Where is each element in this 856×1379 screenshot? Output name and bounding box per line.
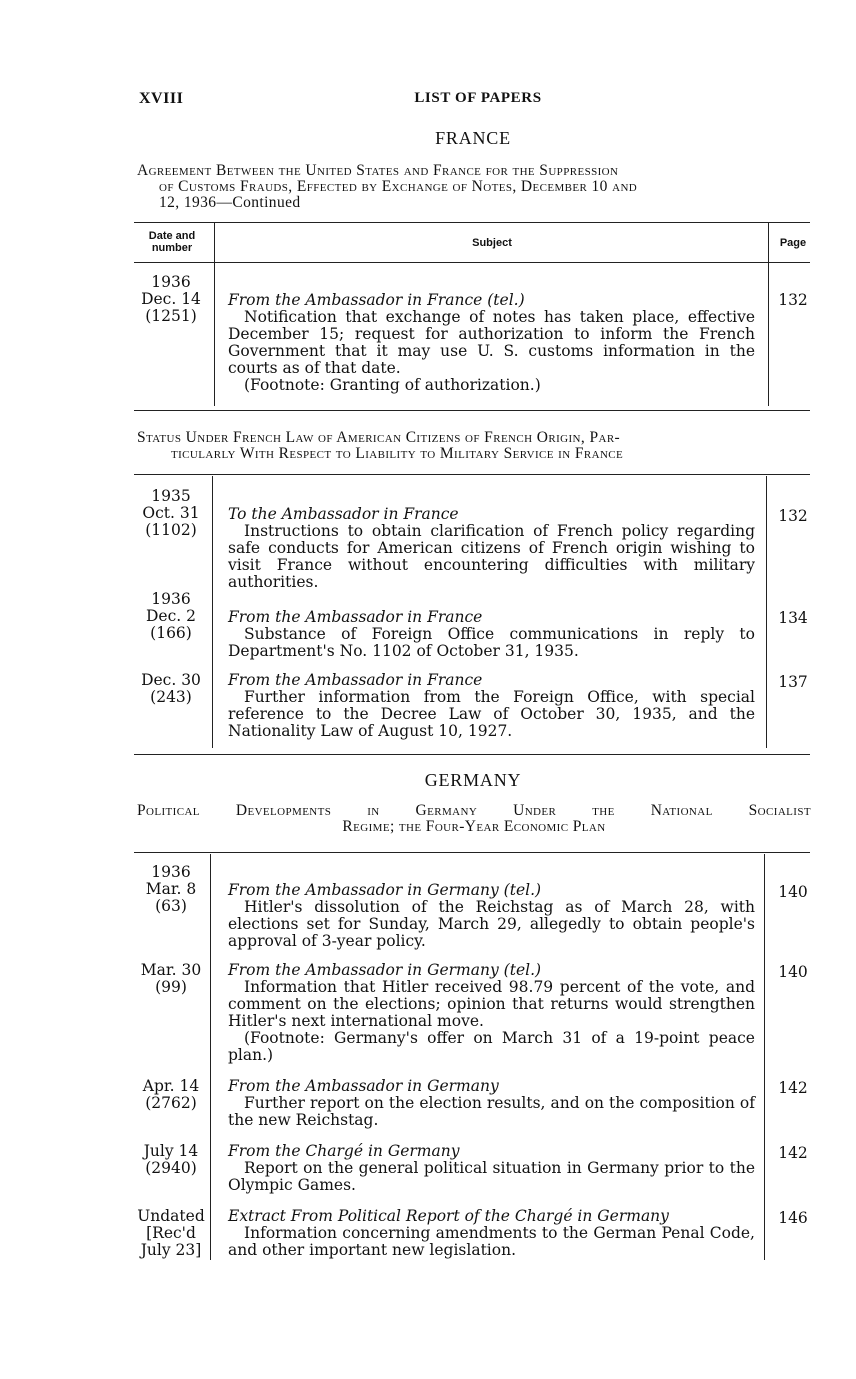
date-number: (243) xyxy=(150,688,192,706)
entry-date xyxy=(134,1078,208,1112)
date-number: (1251) xyxy=(145,307,197,325)
date-day: Dec. 2 xyxy=(146,607,196,625)
entry-subject xyxy=(228,292,755,394)
entry-from: From the Ambassador in France (tel.) xyxy=(228,291,525,309)
entry-page: 140 xyxy=(778,883,808,901)
date-number: [Rec'd xyxy=(146,1224,196,1242)
date-year: 1936 xyxy=(151,590,191,608)
entry-body: Information that Hitler received 98.79 percent of the vote, and comment on the elections; opinion that returns would strengthen Hitler's next international move. xyxy=(228,978,755,1030)
column-divider xyxy=(214,222,215,406)
date-year: 1936 xyxy=(151,273,191,291)
entry-date xyxy=(134,672,208,706)
entry-subject xyxy=(228,506,755,591)
entry-from: From the Ambassador in Germany (tel.) xyxy=(228,961,542,979)
entry-subject xyxy=(228,1208,755,1259)
table-rule-header xyxy=(134,262,810,263)
entry-footnote: (Footnote: Germany's offer on March 31 of a 19-point peace plan.) xyxy=(228,1029,755,1064)
table-rule-top xyxy=(134,852,810,853)
column-divider xyxy=(768,222,769,406)
topic-line: Regime; the Four-Year Economic Plan xyxy=(342,818,606,835)
column-divider xyxy=(210,854,211,1260)
date-number: (63) xyxy=(155,897,187,915)
date-number: (99) xyxy=(155,978,187,996)
entry-page: 132 xyxy=(778,291,808,309)
entry-from: From the Ambassador in France xyxy=(228,671,483,689)
column-divider xyxy=(766,476,767,748)
topic-line: ticularly With Respect to Liability to Military Service in France xyxy=(171,445,624,462)
entry-date xyxy=(134,1143,208,1177)
column-header-date: Date and number xyxy=(148,230,196,254)
date-day: Apr. 14 xyxy=(142,1077,200,1095)
topic-line: 12, 1936—Continued xyxy=(159,194,301,211)
topic-line: Agreement Between the United States and France for the Suppression xyxy=(137,162,619,179)
entry-body: Notification that exchange of notes has taken place, effective December 15; request for authorization to inform the French Government that it may use U. S. customs information in the courts as of that date. xyxy=(228,308,755,377)
entry-body: Hitler's dissolution of the Reichstag as of March 28, with elections set for Sunday, March 29, allegedly to obtain people's approval of 3-year policy. xyxy=(228,898,755,950)
entry-from: To the Ambassador in France xyxy=(228,505,459,523)
date-number: (2940) xyxy=(145,1159,197,1177)
topic-line: of Customs Frauds, Effected by Exchange of Notes, December 10 and xyxy=(159,178,638,195)
column-header-subject: Subject xyxy=(472,237,512,249)
entry-from: From the Ambassador in Germany xyxy=(228,1077,499,1095)
running-head: LIST OF PAPERS xyxy=(414,90,542,106)
entry-subject xyxy=(228,882,755,950)
table-rule-top xyxy=(134,222,810,223)
entry-date xyxy=(134,488,208,539)
date-number: (166) xyxy=(150,624,192,642)
entry-from: From the Chargé in Germany xyxy=(228,1142,460,1160)
entry-date xyxy=(134,962,208,996)
table-rule-top xyxy=(134,474,810,475)
entry-page: 137 xyxy=(778,673,808,691)
column-divider xyxy=(764,854,765,1260)
entry-page: 142 xyxy=(778,1079,808,1097)
date-year: 1936 xyxy=(151,863,191,881)
entry-subject xyxy=(228,672,755,740)
date-day: July 14 xyxy=(143,1142,199,1160)
entry-subject xyxy=(228,609,755,660)
topic-heading-customs-frauds xyxy=(137,163,811,211)
page-number: XVIII xyxy=(139,90,184,107)
entry-page: 132 xyxy=(778,507,808,525)
table-rule-bottom xyxy=(134,754,810,755)
entry-page: 140 xyxy=(778,963,808,981)
date-day: Undated xyxy=(137,1207,205,1225)
topic-line: Status Under French Law of American Citizens of French Origin, Par- xyxy=(137,429,621,446)
entry-body: Report on the general political situation in Germany prior to the Olympic Games. xyxy=(228,1159,755,1194)
entry-page: 134 xyxy=(778,609,808,627)
entry-footnote: (Footnote: Granting of authorization.) xyxy=(244,376,541,394)
section-heading-france: FRANCE xyxy=(435,128,511,148)
section-heading-germany: GERMANY xyxy=(424,770,522,790)
entry-date xyxy=(134,591,208,642)
entry-body: Information concerning amendments to the German Penal Code, and other important new legislation. xyxy=(228,1224,755,1259)
entry-date xyxy=(134,864,208,915)
entry-body: Further information from the Foreign Office, with special reference to the Decree Law of October 30, 1935, and the Nationality Law of August 10, 1927. xyxy=(228,688,755,740)
date-number: (1102) xyxy=(145,521,197,539)
entry-page: 146 xyxy=(778,1209,808,1227)
entry-subject xyxy=(228,1078,755,1129)
date-number: July 23] xyxy=(140,1241,202,1259)
entry-date xyxy=(134,274,208,325)
date-number: (2762) xyxy=(145,1094,197,1112)
date-day: Dec. 14 xyxy=(141,290,201,308)
entry-date xyxy=(134,1208,208,1259)
date-day: Mar. 30 xyxy=(140,961,202,979)
date-year: 1935 xyxy=(151,487,191,505)
entry-page: 142 xyxy=(778,1144,808,1162)
column-header-page: Page xyxy=(779,237,807,249)
entry-subject xyxy=(228,1143,755,1194)
entry-body: Instructions to obtain clarification of French policy regarding safe conducts for American citizens of French origin wishing to visit France without encountering difficulties with military authorities. xyxy=(228,522,755,591)
entry-from: From the Ambassador in France xyxy=(228,608,483,626)
date-day: Dec. 30 xyxy=(141,671,201,689)
date-day: Mar. 8 xyxy=(145,880,197,898)
entry-from: Extract From Political Report of the Chargé in Germany xyxy=(228,1207,669,1225)
column-divider xyxy=(212,476,213,748)
entry-body: Substance of Foreign Office communications in reply to Department's No. 1102 of October 31, 1935. xyxy=(228,625,755,660)
entry-subject xyxy=(228,962,755,1064)
topic-line: Political Developments in Germany Under the National Socialist xyxy=(137,802,811,819)
entry-body: Further report on the election results, and on the composition of the new Reichstag. xyxy=(228,1094,755,1129)
entry-from: From the Ambassador in Germany (tel.) xyxy=(228,881,542,899)
topic-heading-status-french-law xyxy=(137,430,811,462)
topic-heading-political-developments xyxy=(137,803,811,835)
table-rule-bottom xyxy=(134,410,810,411)
date-day: Oct. 31 xyxy=(142,504,200,522)
